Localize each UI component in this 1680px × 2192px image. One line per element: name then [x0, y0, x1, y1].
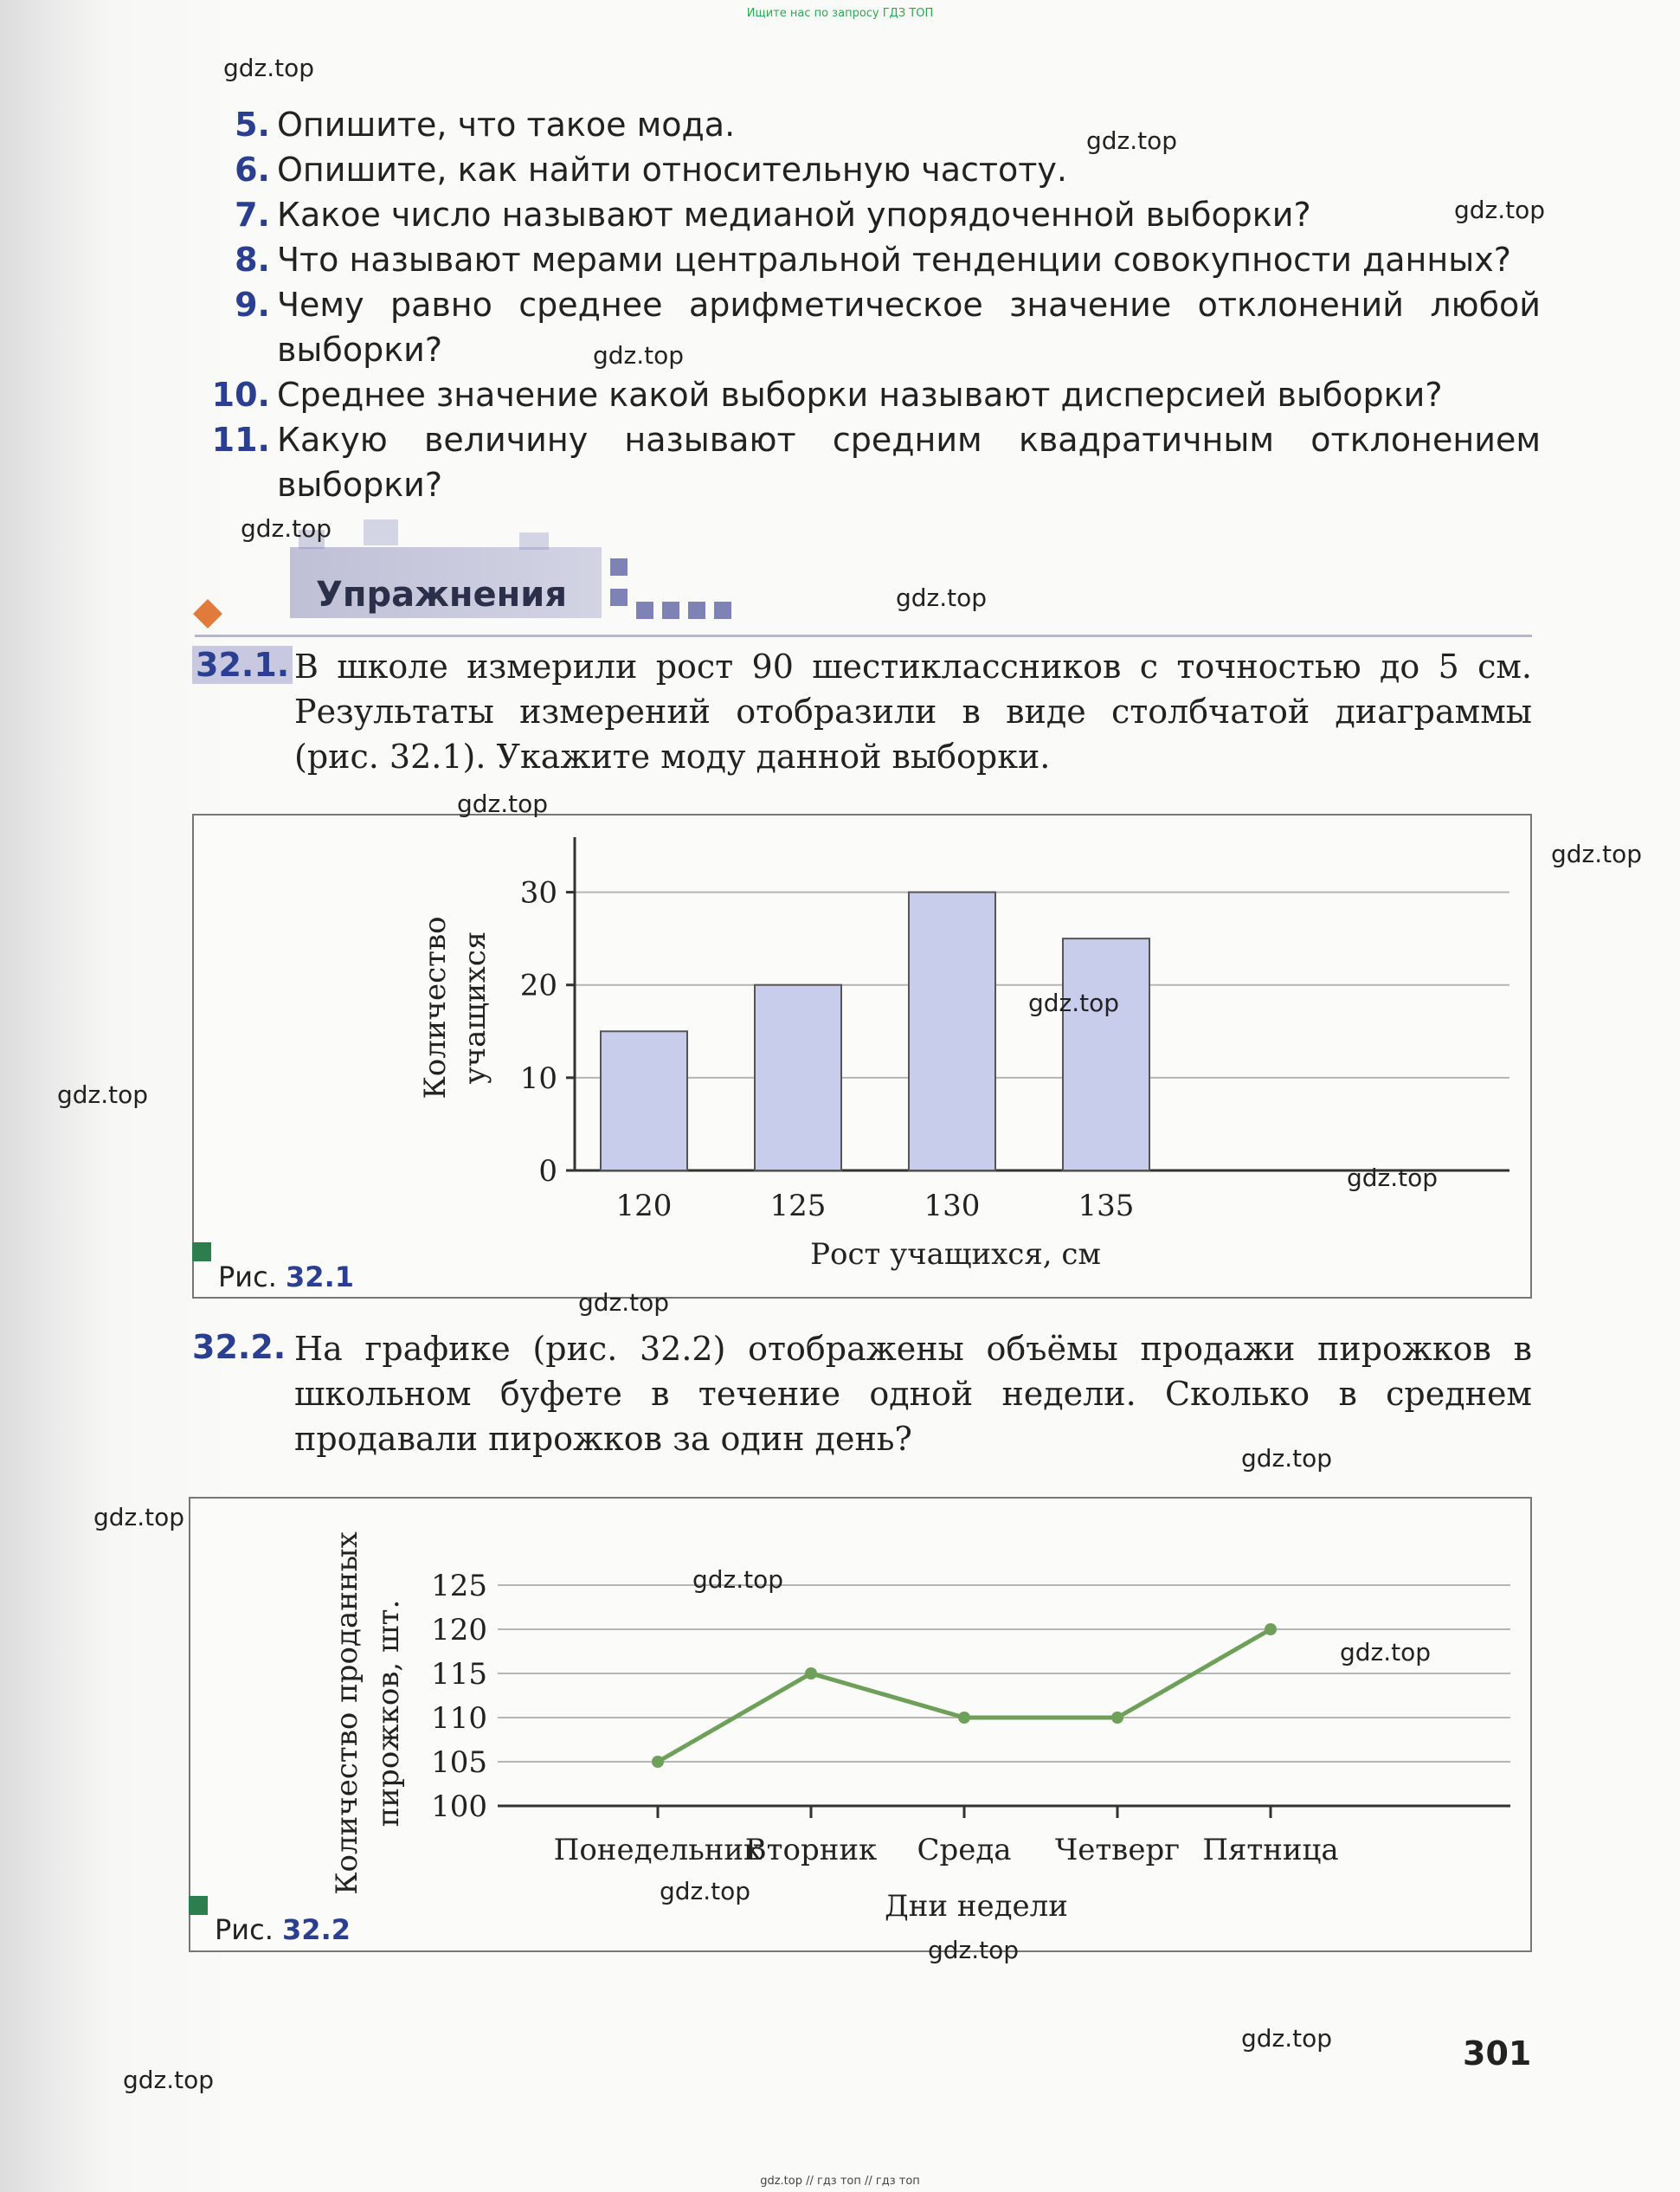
- question-5: [235, 102, 1541, 147]
- question-number: 11.: [211, 421, 270, 459]
- section-divider: [195, 635, 1532, 637]
- x-axis-title: Рост учащихся, см: [810, 1237, 1101, 1272]
- watermark: gdz.top: [1340, 1638, 1432, 1667]
- watermark: gdz.top: [1028, 989, 1120, 1017]
- y-tick-label: 10: [519, 1061, 557, 1096]
- question-6: [235, 147, 1541, 192]
- exercise-number: 32.1.: [192, 646, 293, 684]
- question-number: 8.: [235, 241, 270, 279]
- question-text: Среднее значение какой выборки называют дисперсией выборки?: [277, 376, 1443, 414]
- watermark: gdz.top: [1454, 196, 1546, 224]
- bar: [755, 985, 841, 1170]
- y-tick-label: 20: [519, 968, 557, 1003]
- watermark: gdz.top: [896, 583, 988, 612]
- figure-label-prefix: Рис.: [215, 1913, 274, 1946]
- watermark: gdz.top: [928, 1936, 1020, 1964]
- question-text: Какую величину называют средним квадратичным отклонением выборки?: [277, 421, 1541, 504]
- section-title: Упражнения: [316, 575, 568, 615]
- x-tick-label: 130: [924, 1189, 981, 1223]
- exercise-32-2-text: На графике (рис. 32.2) отображены объёмы продажи пирожков в школьном буфете в течение одной недели. Сколько в среднем продавали пирожков за один день?: [294, 1330, 1532, 1458]
- data-point: [958, 1712, 970, 1724]
- decor-square: [688, 602, 705, 619]
- series-line: [658, 1629, 1271, 1762]
- watermark: gdz.top: [1241, 1444, 1333, 1473]
- exercise-32-1-text: В школе измерили рост 90 шестиклассников с точностью до 5 см. Результаты измерений отобразили в виде столбчатой диаграммы (рис. 32.1). Укажите моду данной выборки.: [294, 648, 1532, 776]
- x-tick-label: Пятница: [1202, 1833, 1339, 1867]
- figure-marker: [192, 1242, 211, 1261]
- data-point: [1111, 1712, 1123, 1724]
- x-axis-title: Дни недели: [885, 1889, 1068, 1924]
- decor-square: [519, 532, 549, 550]
- y-tick-label: 120: [431, 1613, 487, 1647]
- x-tick-label: 120: [615, 1189, 673, 1223]
- question-text: Опишите, что такое мода.: [277, 106, 736, 144]
- y-tick-label: 30: [519, 875, 557, 911]
- question-text: Чему равно среднее арифметическое значение отклонений любой выборки?: [277, 286, 1541, 369]
- bar-chart: [194, 816, 1530, 1297]
- watermark: gdz.top: [457, 790, 549, 818]
- watermark: gdz.top: [1241, 2024, 1333, 2053]
- line-chart: [190, 1499, 1530, 1950]
- watermark: gdz.top: [1347, 1164, 1439, 1192]
- section-diamond-icon: [193, 599, 222, 629]
- watermark: gdz.top: [223, 54, 315, 82]
- question-11: [211, 417, 1541, 507]
- watermark: gdz.top: [578, 1288, 670, 1317]
- question-text: Что называют мерами центральной тенденции совокупности данных?: [277, 241, 1511, 279]
- decor-square: [636, 602, 653, 619]
- y-tick-label: 125: [431, 1569, 487, 1603]
- x-tick-label: Понедельник: [553, 1833, 763, 1867]
- x-tick-label: Четверг: [1054, 1833, 1181, 1867]
- decor-square: [714, 602, 731, 619]
- data-point: [805, 1667, 817, 1679]
- figure-32-1-label: [218, 1260, 354, 1293]
- watermark: gdz.top: [93, 1503, 185, 1531]
- decor-square: [364, 519, 398, 545]
- watermark: gdz.top: [660, 1877, 751, 1905]
- bar: [909, 893, 995, 1170]
- question-text: Какое число называют медианой упорядоченной выборки?: [277, 196, 1311, 234]
- x-tick-label: Вторник: [744, 1833, 878, 1867]
- decor-square: [610, 558, 628, 576]
- figure-label-number: 32.1: [286, 1260, 354, 1293]
- x-tick-label: 125: [769, 1189, 827, 1223]
- data-point: [652, 1756, 664, 1768]
- question-number: 10.: [211, 376, 270, 414]
- figure-label-number: 32.2: [282, 1913, 351, 1946]
- y-tick-label: 100: [431, 1789, 487, 1824]
- question-10: [211, 372, 1541, 417]
- y-axis-title-line: пирожков, шт.: [371, 1599, 406, 1828]
- question-number: 9.: [235, 286, 270, 324]
- y-tick-label: 115: [431, 1657, 487, 1692]
- y-tick-label: 105: [431, 1745, 487, 1780]
- x-tick-label: 135: [1078, 1189, 1135, 1223]
- decor-square: [610, 589, 628, 606]
- watermark: gdz.top: [692, 1565, 784, 1594]
- footer-banner: gdz.top // гдз топ // гдз топ: [760, 2175, 920, 2188]
- y-tick-label: 110: [431, 1701, 487, 1736]
- question-number: 7.: [235, 196, 270, 234]
- top-banner[interactable]: Ищите нас по запросу ГДЗ ТОП: [746, 7, 934, 20]
- watermark: gdz.top: [241, 514, 332, 543]
- question-7: [235, 192, 1541, 237]
- y-tick-label: 0: [538, 1154, 557, 1189]
- figure-32-1: [192, 814, 1532, 1299]
- y-axis-title-line: Количество: [418, 916, 453, 1099]
- question-number: 6.: [235, 151, 270, 189]
- figure-32-2: [189, 1497, 1532, 1952]
- x-tick-label: Среда: [917, 1833, 1012, 1867]
- figure-marker: [189, 1896, 208, 1915]
- question-text: Опишите, как найти относительную частоту.: [277, 151, 1067, 189]
- bar: [601, 1031, 687, 1170]
- bar: [1063, 938, 1149, 1170]
- watermark: gdz.top: [57, 1080, 149, 1109]
- y-axis-title-line: Количество проданных: [330, 1531, 364, 1895]
- watermark: gdz.top: [1551, 840, 1643, 868]
- page-number: 301: [1463, 2034, 1532, 2073]
- question-9: [235, 282, 1541, 372]
- y-axis-title-line: учащихся: [458, 931, 492, 1085]
- question-number: 5.: [235, 106, 270, 144]
- figure-32-2-label: [215, 1913, 351, 1946]
- question-8: [235, 237, 1541, 282]
- decor-square: [662, 602, 679, 619]
- figure-label-prefix: Рис.: [218, 1260, 277, 1293]
- watermark: gdz.top: [1086, 126, 1178, 155]
- watermark: gdz.top: [123, 2066, 215, 2094]
- exercise-number: 32.2.: [192, 1328, 286, 1366]
- data-point: [1265, 1623, 1277, 1635]
- watermark: gdz.top: [593, 341, 685, 370]
